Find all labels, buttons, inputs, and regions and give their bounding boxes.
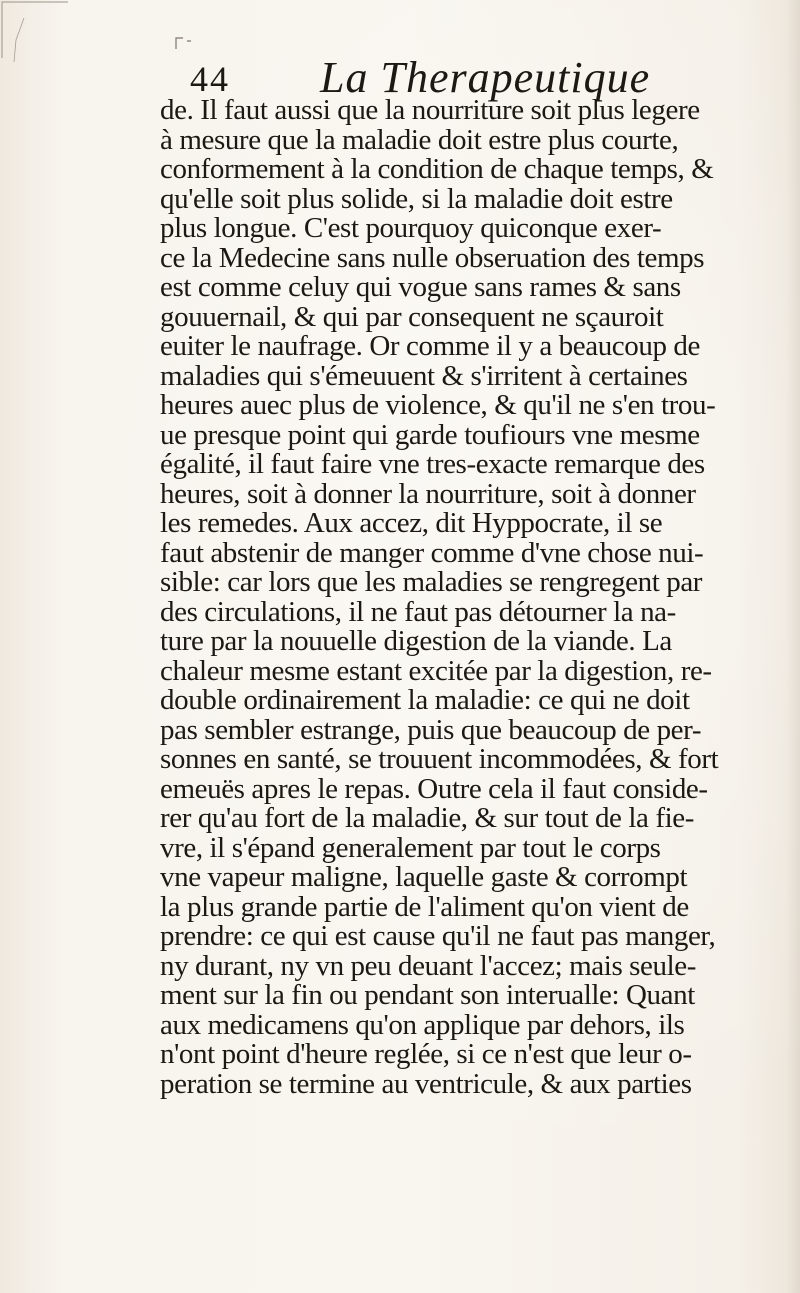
- text-line: n'ont point d'heure reglée, si ce n'est que leur o-: [160, 1040, 692, 1070]
- text-line: pas sembler estrange, puis que beaucoup de per-: [160, 715, 702, 745]
- text-line: aux medicamens qu'on applique par dehors, ils: [160, 1010, 685, 1040]
- text-line: sonnes en santé, se trouuent incommodées, & fort: [160, 745, 719, 775]
- text-line: la plus grande partie de l'aliment qu'on vient de: [160, 892, 689, 922]
- pencil-r-mark: [174, 36, 192, 50]
- text-line: à mesure que la maladie doit estre plus courte,: [160, 125, 679, 155]
- page-edge-shadow: [786, 0, 800, 1293]
- text-line: ture par la nouuelle digestion de la viande. La: [160, 627, 672, 657]
- text-line: ue presque point qui garde toufiours vne mesme: [160, 420, 700, 450]
- text-line: est comme celuy qui vogue sans rames & sans: [160, 273, 681, 303]
- text-line: peration se termine au ventricule, & aux parties: [160, 1069, 692, 1099]
- text-line: vre, il s'épand generalement par tout le corps: [160, 833, 661, 863]
- text-line: ce la Medecine sans nulle obseruation des temps: [160, 243, 705, 273]
- text-line: ment sur la fin ou pendant son interualle: Quant: [160, 981, 695, 1011]
- text-line: faut abstenir de manger comme d'vne chose nui-: [160, 538, 704, 568]
- text-line: heures auec plus de violence, & qu'il ne s'en trou-: [160, 391, 716, 421]
- page-number: 44: [190, 59, 230, 99]
- text-line: gouuernail, & qui par consequent ne sçauroit: [160, 302, 664, 332]
- text-line: euiter le naufrage. Or comme il y a beaucoup de: [160, 332, 701, 362]
- text-line: rer qu'au fort de la maladie, & sur tout de la fie-: [160, 804, 694, 834]
- text-line: vne vapeur maligne, laquelle gaste & corrompt: [160, 863, 688, 893]
- text-line: les remedes. Aux accez, dit Hyppocrate, il se: [160, 509, 663, 539]
- text-line: ny durant, ny vn peu deuant l'accez; mais seule-: [160, 951, 697, 981]
- body-text: [160, 96, 740, 1099]
- text-line: prendre: ce qui est cause qu'il ne faut pas manger,: [160, 922, 716, 952]
- text-line: chaleur mesme estant excitée par la digestion, re-: [160, 656, 712, 686]
- text-line: de. Il faut aussi que la nourriture soit plus legere: [160, 96, 700, 126]
- text-line: emeuës apres le repas. Outre cela il faut conside-: [160, 774, 708, 804]
- text-line: heures, soit à donner la nourriture, soit à donner: [160, 479, 696, 509]
- text-line: des circulations, il ne faut pas détourner la na-: [160, 597, 676, 627]
- text-line: sible: car lors que les maladies se rengregent par: [160, 568, 703, 598]
- text-line: maladies qui s'émeuuent & s'irritent à certaines: [160, 361, 688, 391]
- text-line: plus longue. C'est pourquoy quiconque exer-: [160, 214, 662, 244]
- text-line: double ordinairement la maladie: ce qui ne doit: [160, 686, 690, 716]
- text-line: conformement à la condition de chaque temps, &: [160, 155, 714, 185]
- pencil-corner-mark: [0, 0, 70, 70]
- running-title: La Therapeutique: [320, 53, 651, 102]
- text-line: qu'elle soit plus solide, si la maladie doit estre: [160, 184, 673, 214]
- text-line: égalité, il faut faire vne tres-exacte remarque des: [160, 450, 705, 480]
